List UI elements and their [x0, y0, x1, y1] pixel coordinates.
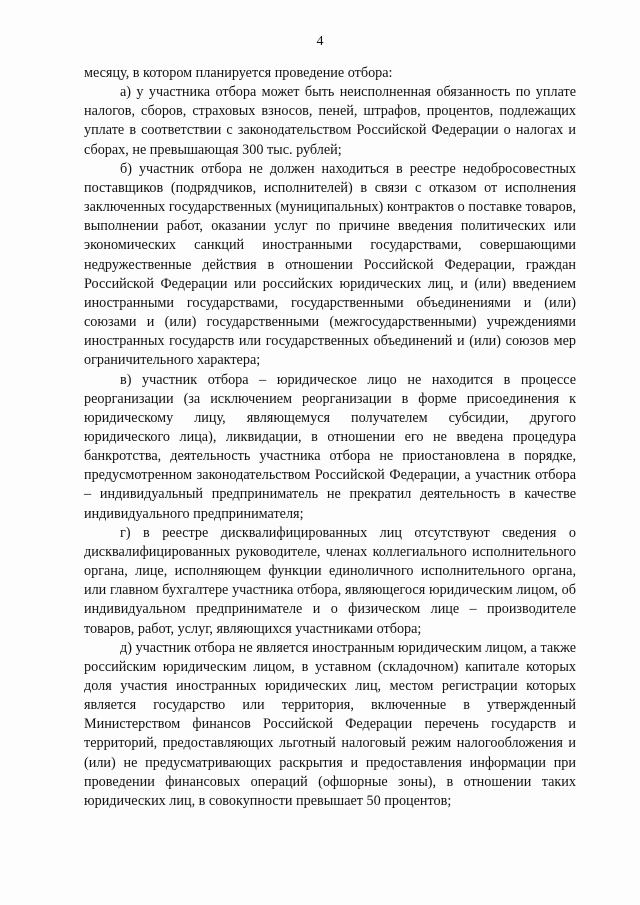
page-number: 4 — [316, 34, 324, 49]
paragraph-d: д) участник отбора не является иностранным юридическим лицом, а также российским юридическим лицом, в уставном (складочном) капитале которых доля участия иностранных юридических лиц, местом регистрации которых является государство или территория, включенные в утвержденный Министерством финансов Российской Федерации перечень государств и территорий, предоставляющих льготный налоговый режим налогообложения и (или) не предусматривающих раскрытия и предоставления информации при проведении финансовых операций (офшорные зоны), в отношении таких юридических лиц, в совокупности превышает 50 процентов; — [84, 639, 576, 809]
paragraph-g: г) в реестре дисквалифицированных лиц отсутствуют сведения о дисквалифицированных руководителе, членах коллегиального исполнительного органа, лице, исполняющем функции единоличного исполнительного органа, или главном бухгалтере участника отбора, являющегося юридическим лицом, об индивидуальном предпринимателе и о физическом лице – производителе товаров, работ, услуг, являющихся участниками отбора; — [84, 524, 576, 637]
paragraph-b: б) участник отбора не должен находиться в реестре недобросовестных поставщиков (подрядчиков, исполнителей) в связи с отказом от исполнения заключенных государственных (муниципальных) контрактов о поставке товаров, выполнении работ, оказании услуг по причине введения политических или экономических санкций иностранными государствами, совершающими недружественные действия в отношении Российской Федерации, граждан Российской Федерации или российских юридических лиц, и (или) введением иностранными государствами, государственными объединениями и (или) союзами и (или) государственными (межгосударственными) учреждениями иностранных государств или государственных объединений и (или) союзов мер ограничительного характера; — [84, 160, 576, 369]
paragraph-lead: месяцу, в котором планируется проведение отбора: — [84, 65, 393, 81]
paragraph-a: а) у участника отбора может быть неисполненная обязанность по уплате налогов, сборов, страховых взносов, пеней, штрафов, процентов, подлежащих уплате в соответствии с законодательством Российской Федерации о налогах и сборах, не превышающая 300 тыс. рублей; — [84, 84, 576, 158]
paragraph-v: в) участник отбора – юридическое лицо не находится в процессе реорганизации (за исключением реорганизации в форме присоединения к юридическому лицу, являющемуся получателем субсидии, другого юридического лица), ликвидации, в отношении его не введена процедура банкротства, деятельность участника отбора не приостановлена в порядке, предусмотренном законодательством Российской Федерации, а участник отбора – индивидуальный предприниматель не прекратил деятельность в качестве индивидуального предпринимателя; — [84, 371, 576, 522]
document-body — [84, 64, 576, 811]
